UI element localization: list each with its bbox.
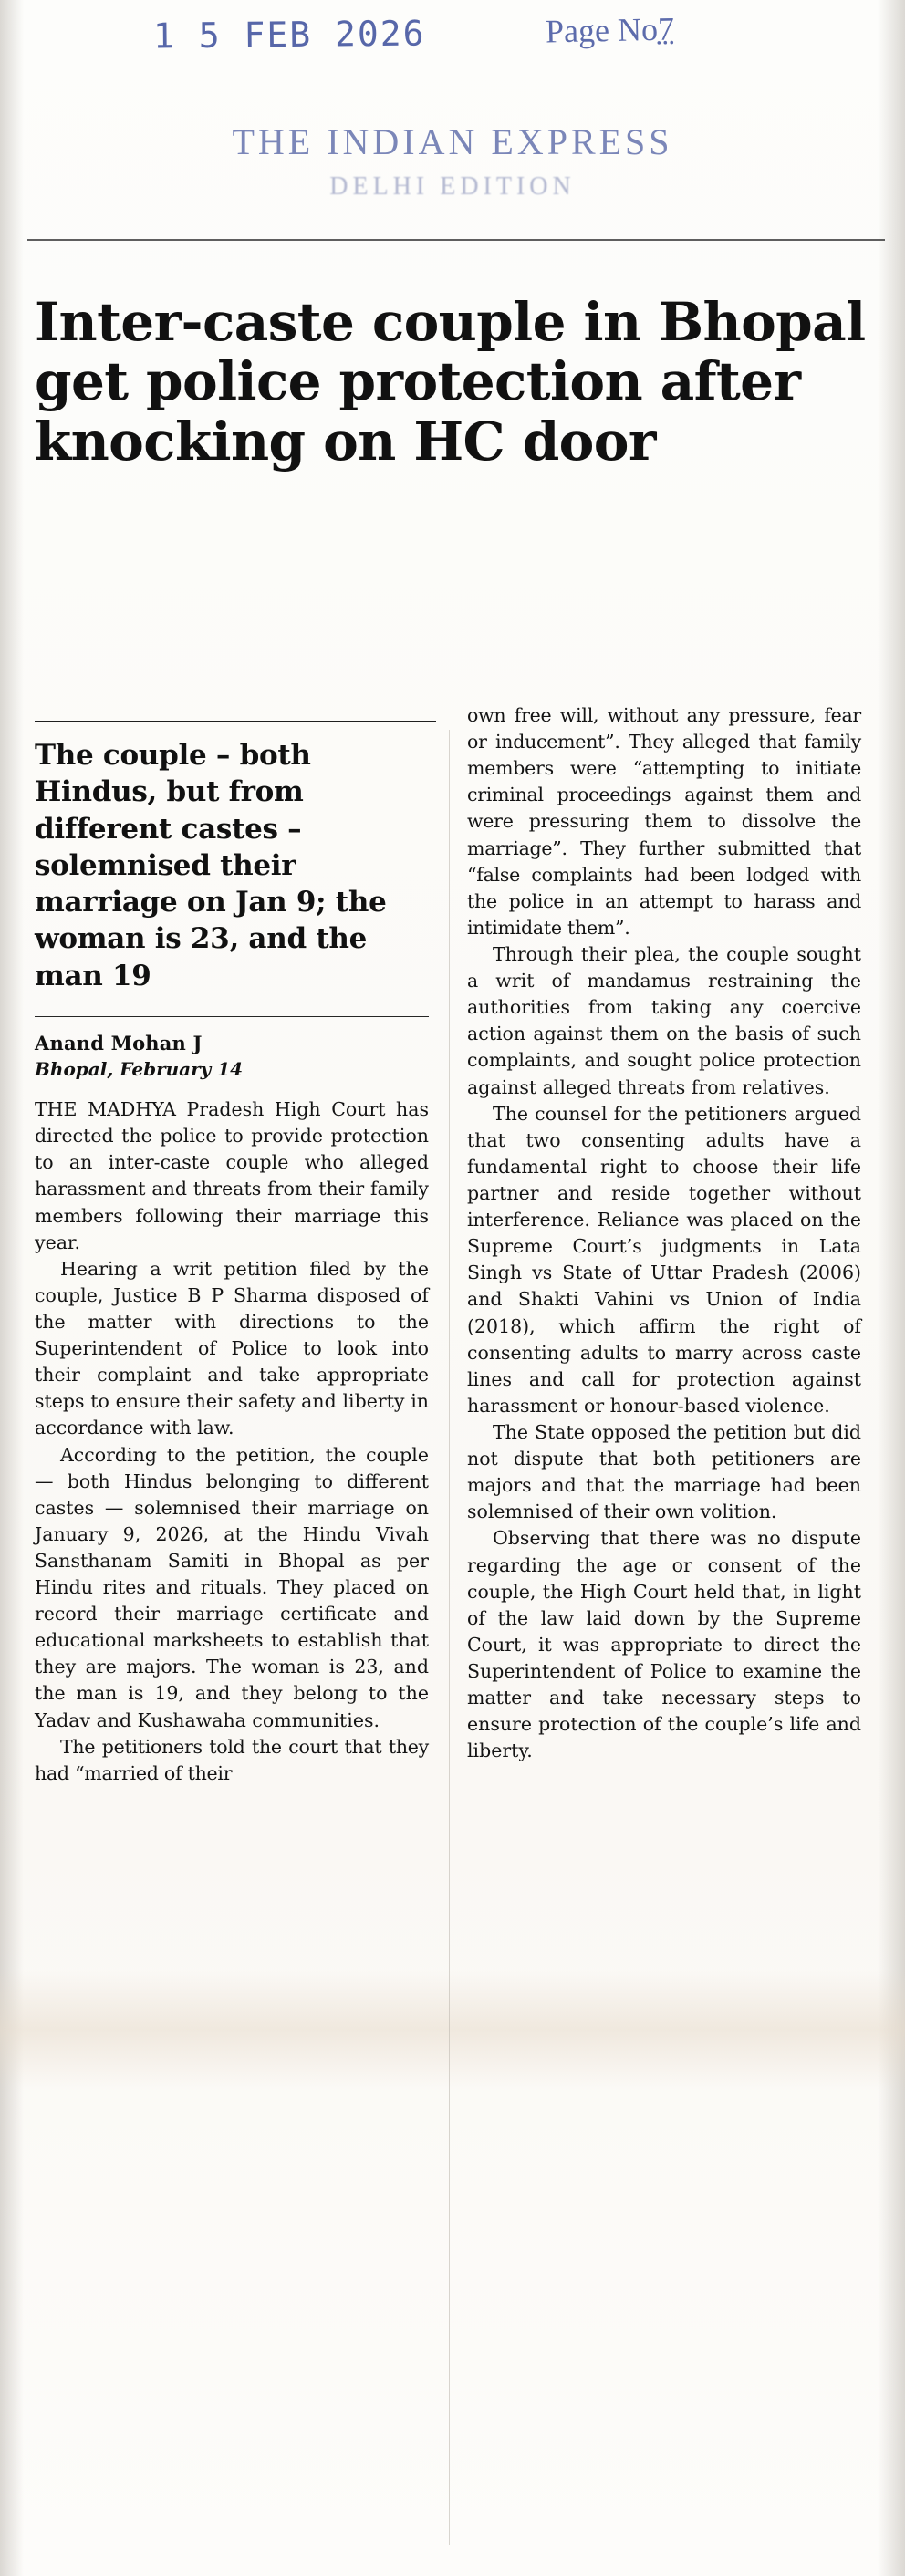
byline-rule xyxy=(35,1016,429,1017)
paragraph: According to the petition, the couple — both Hindus belonging to different castes — solemnised their marriage on January 9, 2026, at the Hindu Vivah Sansthanam Samiti in Bhopal as per Hindu rites and rituals. They placed on record their marriage certificate and educational marksheets to establish that they are majors. The woman is 23, and the man is 19, and they belong to the Yadav and Kushawaha communities. xyxy=(35,1443,429,1731)
standfirst: The couple – both Hindus, but from different castes – solemnised their marriage on Jan 9; the woman is 23, and the man 19 xyxy=(35,739,387,992)
page-title: Inter-caste couple in Bhopal get police protection after knocking on HC door xyxy=(35,290,866,473)
archive-stamp-row xyxy=(0,7,905,71)
right-column xyxy=(467,702,861,1764)
scan-shadow-right xyxy=(878,0,905,2576)
header-rule xyxy=(27,239,885,241)
date-stamp: 1 5 FEB 2026 xyxy=(152,13,426,57)
paragraph: THE MADHYA Pradesh High Court has directed the police to provide protection to an inter-caste couple who alleged harassment and threats from their family members following their marriage this year. xyxy=(35,1098,429,1253)
scan-shadow-left xyxy=(0,0,24,2576)
masthead-title: THE INDIAN EXPRESS xyxy=(232,121,673,162)
left-column xyxy=(35,737,429,1787)
paragraph: own free will, without any pressure, fear or inducement”. They alleged that family members were “attempting to initiate criminal proceedings against them and were pressuring them to dissolve the marriage”. They further submitted that “false complaints had been lodged with the police in an attempt to harass and intimidate them”. xyxy=(467,704,861,939)
standfirst-rule xyxy=(35,721,436,722)
byline-dateline: Bhopal, February 14 xyxy=(35,1058,244,1081)
paragraph: Hearing a writ petition filed by the couple, Justice B P Sharma disposed of the matter with directions to the Superintendent of Police to look into their complaint and take appropriate steps to ensure their safety and liberty in accordance with law. xyxy=(35,1257,429,1439)
page-number-stamp xyxy=(546,10,675,51)
byline-author: Anand Mohan J xyxy=(35,1032,203,1055)
paragraph: The State opposed the petition but did not dispute that both petitioners are majors and that the marriage had been solemnised of their own volition. xyxy=(467,1420,861,1523)
masthead xyxy=(0,120,905,202)
masthead-edition: DELHI EDITION xyxy=(329,172,576,201)
page-number-value: 7 xyxy=(657,10,675,47)
column-divider xyxy=(449,730,450,2545)
scan-fold-band xyxy=(0,1970,905,2089)
paragraph: The petitioners told the court that they had “married of their xyxy=(35,1735,429,1784)
paragraph: The counsel for the petitioners argued that two consenting adults have a fundamental right to choose their life partner and reside together without interference. Reliance was placed on the Supreme Court’s judgments in Lata Singh vs State of Uttar Pradesh (2006) and Shakti Vahini vs Union of India (2018), which affirm the right of consenting adults to marry across caste lines and call for protection against harassment or honour-based violence. xyxy=(467,1102,861,1417)
paragraph: Observing that there was no dispute regarding the age or consent of the couple, the High Court held that, in light of the law laid down by the Supreme Court, it was appropriate to direct the Superintendent of Police to examine the matter and take necessary steps to ensure protection of the couple’s life and liberty. xyxy=(467,1527,861,1762)
page-number-label: Page No xyxy=(545,10,659,50)
paragraph: Through their plea, the couple sought a writ of mandamus restraining the authorities from taking any coercive action against them on the basis of such complaints, and sought police protection against alleged threats from relatives. xyxy=(467,942,861,1098)
